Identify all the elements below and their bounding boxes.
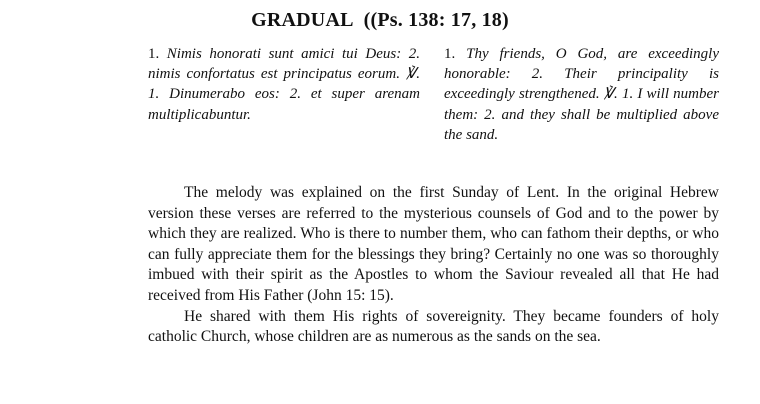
heading-reference: ((Ps. 138: 17, 18) [363,9,509,31]
english-verse-text: Thy friends, O God, are exceedingly honorable: 2. Their principality is exceedingly strengthened. ℣. 1. I will number them: 2. and they shall be multiplied above the sand. [444,46,720,143]
commentary-paragraph-1: The melody was explained on the first Sunday of Lent. In the original Hebrew version these verses are referred to the mysterious counsels of God and to the power by which they are realized. Who is there to number them, who can fathom their depths, or who can fully appreciate them for the blessings they bring? Certainly no one was so thoroughly imbued with their spirit as the Apostles to whom the Saviour revealed all that He had received from His Father (John 15: 15). [148,184,719,304]
commentary-paragraph-2: He shared with them His rights of sovereignity. They became founders of holy catholic Church, whose children are as numerous as the sands on the sea. [148,307,719,346]
latin-verse-text: Nimis honorati sunt amici tui Deus: 2. nimis confortatus est principatus eorum. ℣. 1. Dinumerabo eos: 2. et super arenam multiplicabuntur. [148,46,420,123]
heading-title: GRADUAL [251,9,354,31]
commentary-body [148,183,719,348]
latin-text-column [148,44,420,125]
english-verse-number: 1. [444,46,456,62]
gradual-heading [0,9,760,32]
latin-verse-number: 1. [148,46,160,62]
english-translation-column [444,44,719,145]
